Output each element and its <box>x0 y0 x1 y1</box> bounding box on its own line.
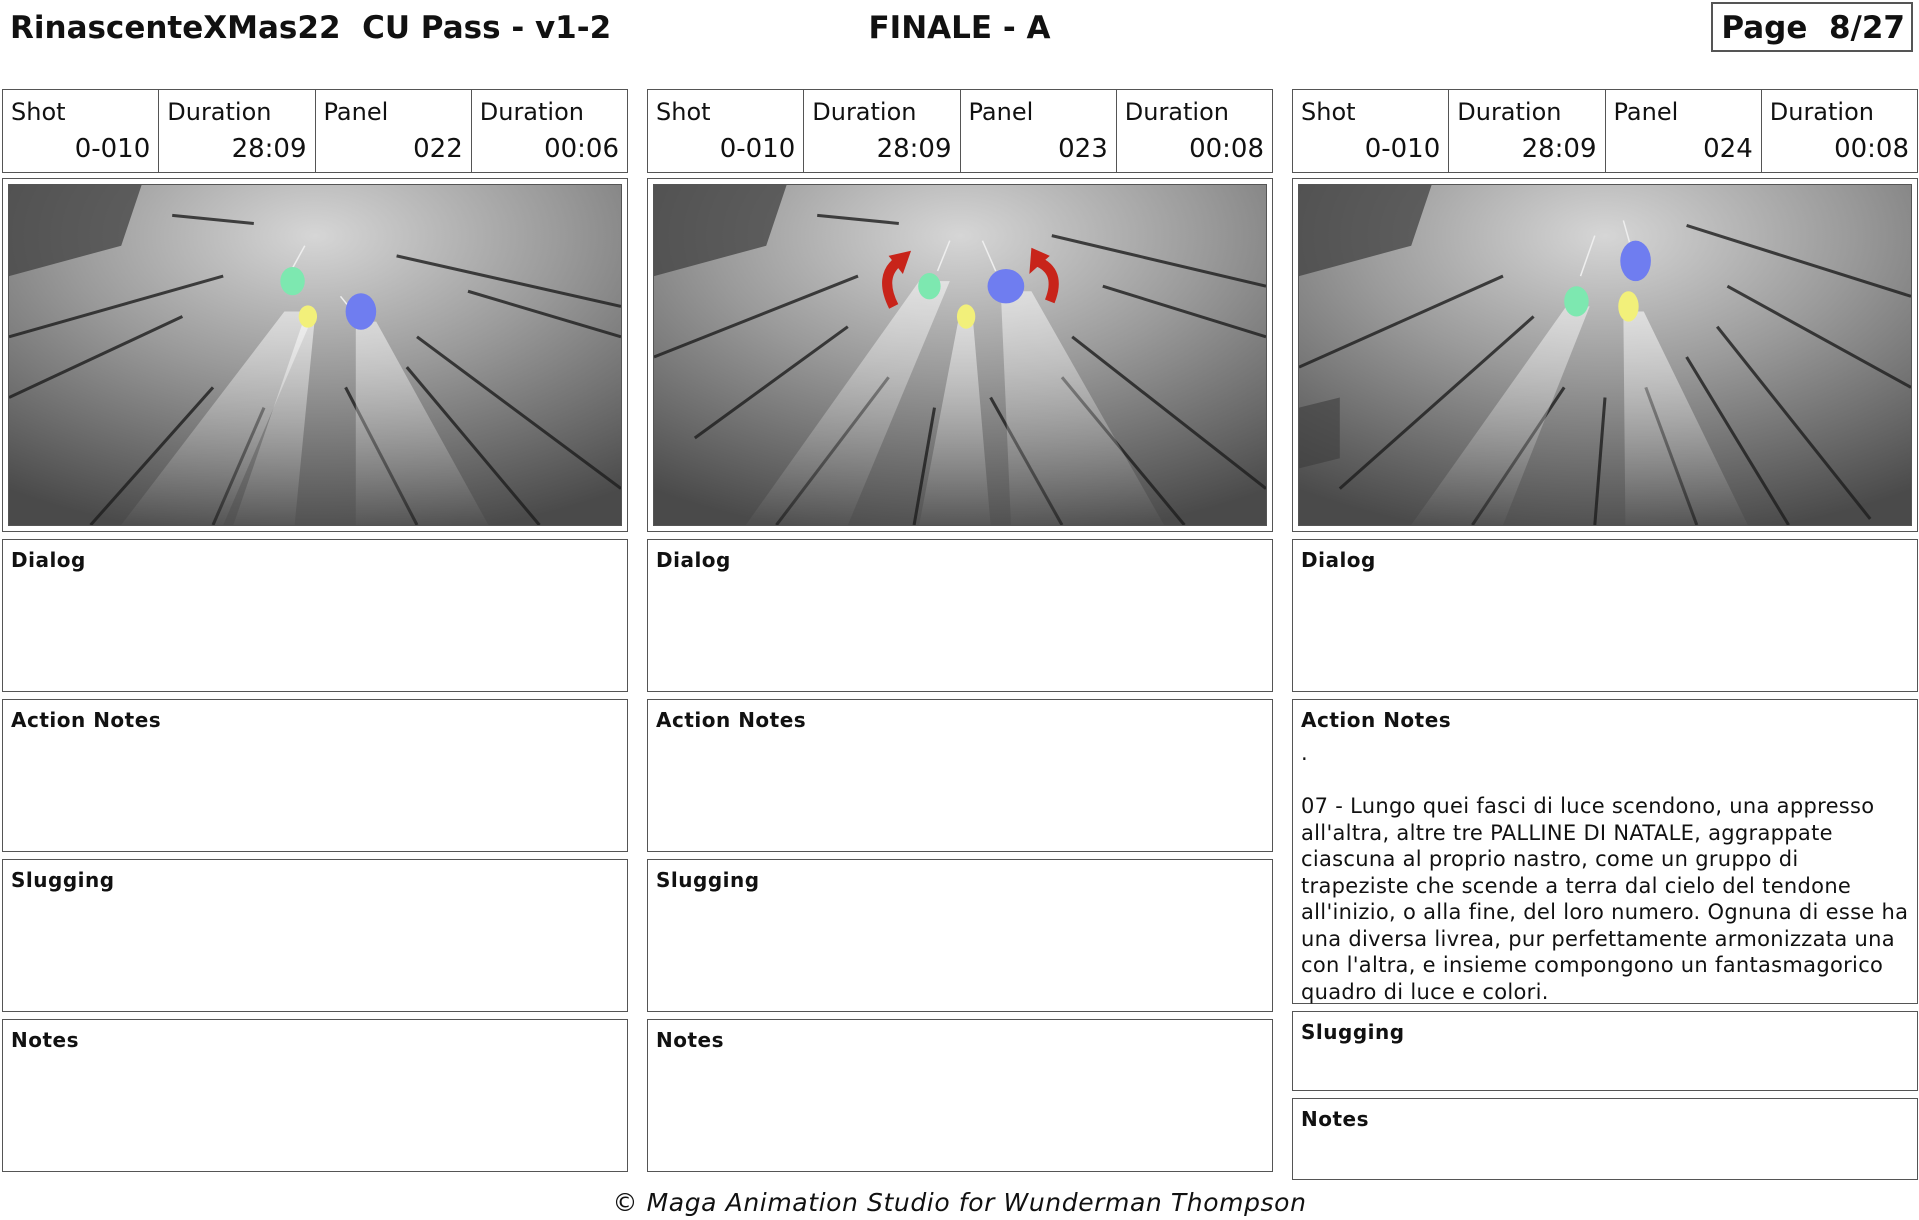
panel-duration-cell: Duration 00:08 <box>1124 98 1264 164</box>
panel-value: 024 <box>1703 134 1753 164</box>
action-notes-box[interactable]: Action Notes . 07 - Lungo quei fasci di luce scendono, una appresso all'altra, altre tre PALLINE DI NATALE, aggrappate ciascuna al proprio nastro, come un gruppo di trapeziste che scende a terra dal cielo del tendone all'inizio, o alla fine, del loro numero. Ognuna di esse ha una diversa livrea, pur perfettamente armonizzata una con l'altra, e insieme compongono un fantasmagorico quadro di luce e colori. <box>1292 699 1918 1004</box>
panel-column-024 <box>1292 89 1918 1180</box>
action-notes-box[interactable]: Action Notes <box>2 699 628 852</box>
yellow-ornament-figure <box>957 304 975 328</box>
shot-value: 0-010 <box>74 134 151 164</box>
yellow-ornament-figure <box>1618 291 1638 321</box>
panel-duration-value: 00:08 <box>1189 134 1264 164</box>
yellow-ornament-figure <box>299 305 317 327</box>
panel-info-row <box>2 89 628 173</box>
shot-cell: Shot 0-010 <box>648 90 804 172</box>
green-ornament-figure <box>918 273 940 299</box>
notes-box[interactable]: Notes <box>2 1019 628 1172</box>
shot-duration-cell: Duration 28:09 <box>804 90 960 172</box>
panel-info-row <box>647 89 1273 173</box>
shot-duration-value: 28:09 <box>231 134 307 164</box>
action-notes-text: . 07 - Lungo quei fasci di luce scendono, una appresso all'altra, altre tre PALLINE DI NATALE, aggrappate ciascuna al proprio nastro, come un gruppo di trapeziste che scende a terra dal cielo del tendone all'inizio, o alla fine, del loro numero. Ognuna di esse ha una diversa livrea, pur perfettamente armonizzata una con l'altra, e insieme compongono un fantasmagorico quadro di luce e colori. <box>1301 741 1909 1004</box>
green-ornament-figure <box>280 267 304 295</box>
slugging-box[interactable]: Slugging <box>647 859 1273 1012</box>
panel-duration-value: 00:06 <box>544 134 619 164</box>
panel-column-022 <box>2 89 628 1172</box>
shot-value: 0-010 <box>1364 134 1441 164</box>
shot-cell: Shot 0-010 <box>3 90 159 172</box>
panel-value: 022 <box>413 134 463 164</box>
panel-cell: Panel 023 <box>961 90 1117 172</box>
slugging-box[interactable]: Slugging <box>1292 1011 1918 1091</box>
shot-cell: Shot 0-010 <box>1293 90 1449 172</box>
storyboard-frame[interactable] <box>647 178 1273 532</box>
dialog-box[interactable]: Dialog <box>647 539 1273 692</box>
storyboard-frame[interactable] <box>1292 178 1918 532</box>
action-notes-box[interactable]: Action Notes <box>647 699 1273 852</box>
storyboard-frame-image-024 <box>1298 184 1912 526</box>
panel-duration-value: 00:08 <box>1834 134 1909 164</box>
notes-box[interactable]: Notes <box>1292 1098 1918 1180</box>
copyright-footer: © Maga Animation Studio for Wunderman Thompson <box>612 1188 1307 1217</box>
panel-cell: Panel 024 <box>1606 90 1762 172</box>
storyboard-frame[interactable] <box>2 178 628 532</box>
storyboard-frame-image-022 <box>8 184 622 526</box>
shot-duration-cell: Duration 28:09 <box>1449 90 1605 172</box>
page-indicator: Page 8/27 <box>1711 2 1913 52</box>
project-title: RinascenteXMas22 CU Pass - v1-2 <box>10 10 612 46</box>
panel-cell: Panel 022 <box>316 90 472 172</box>
shot-duration-value: 28:09 <box>1521 134 1597 164</box>
shot-duration-value: 28:09 <box>876 134 952 164</box>
panel-duration-cell: Duration 00:06 <box>479 98 619 164</box>
panel-column-023 <box>647 89 1273 1172</box>
panel-duration-cell: Duration 00:08 <box>1769 98 1909 164</box>
blue-ornament-figure <box>988 269 1025 303</box>
slugging-box[interactable]: Slugging <box>2 859 628 1012</box>
green-ornament-figure <box>1564 286 1588 316</box>
panel-value: 023 <box>1058 134 1108 164</box>
storyboard-frame-image-023 <box>653 184 1267 526</box>
panel-info-row <box>1292 89 1918 173</box>
blue-ornament-figure <box>346 293 377 329</box>
shot-duration-cell: Duration 28:09 <box>159 90 315 172</box>
dialog-box[interactable]: Dialog <box>1292 539 1918 692</box>
blue-ornament-figure <box>1620 241 1651 281</box>
dialog-box[interactable]: Dialog <box>2 539 628 692</box>
sequence-title: FINALE - A <box>868 10 1051 46</box>
notes-box[interactable]: Notes <box>647 1019 1273 1172</box>
shot-value: 0-010 <box>719 134 796 164</box>
